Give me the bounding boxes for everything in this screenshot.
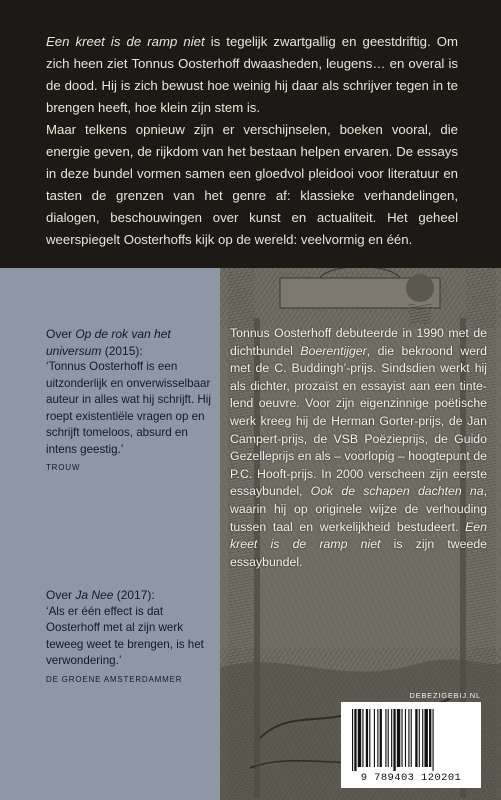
blurb-paragraph-1: Een kreet is de ramp niet is tegelijk zwartgallig en geestdriftig. Om zich heen ziet Tonnus Oosterhoff dwaasheden, leugens… en overal is de dood. Hij is zich bewust hoe weinig hij daar als schrijver tegen in te brengen heeft, hoe klein zijn stem is. (46, 34, 458, 115)
isbn-barcode (341, 702, 481, 788)
review-source: DE GROENE AMSTERDAMMER (46, 674, 183, 684)
barcode-bar (397, 709, 400, 767)
barcode-bar (385, 709, 386, 767)
author-bio: Tonnus Oosterhoff debuteerde in 1990 met de dichtbundel Boerentijger, die bekroond werd met de C. Buddingh’-prijs. Sindsdien werkt hij als dichter, prozaïst en essayist aan een tintelend oeuvre. Voor zijn eigenzinnige poëtische werk kreeg hij de Herman Gorter-prijs, de Jan Campert-prijs, de VSB Poëzieprijs, de Guido Gezelleprijs en als – voorlopig – hoogtepunt de P.C. Hooft-prijs. In 2000 verscheen zijn eerste essaybundel, Ook de schapen dachten na, waarin hij op originele wijze de verhouding tussen taal en werkelijkheid bestudeert. Een kreet is de ramp niet is zijn tweede essaybundel. (230, 326, 487, 569)
barcode-bars (352, 709, 470, 771)
barcode-bar (380, 709, 382, 767)
blurb-section (0, 0, 501, 268)
barcode-bar (388, 709, 389, 767)
engraving-panel (220, 268, 501, 800)
blurb-paragraph-2: Maar telkens opnieuw zijn er verschijnselen, boeken vooral, die energie geven, de rijkdom van het bestaan helpen ervaren. De essays in deze bundel vormen samen een gloedvol pleidooi voor literatuur en tasten de grenzen van het genre af: klassieke verhandelingen, dialogen, beschouwingen over kunst en actualiteit. Het geheel weerspiegelt Oosterhoffs kijk op de wereld: veelvormig en één. (46, 122, 458, 247)
barcode-bar (352, 709, 353, 771)
barcode-bar (369, 709, 370, 767)
barcode-bar (422, 709, 423, 767)
barcode-bar (366, 709, 368, 767)
publisher-website: DEBEZIGEBIJ.NL (409, 691, 481, 700)
reviews-panel (0, 268, 220, 800)
review-quote: ‘Als er één effect is dat Oosterhoff met al zijn werk teweeg weet te brengen, is het verwondering.’ (46, 604, 204, 667)
review-heading: Over Ja Nee (2017): (46, 588, 155, 602)
book-title-italic: Een kreet is de ramp niet (46, 34, 205, 49)
barcode-bar (377, 709, 378, 767)
barcode-bar (405, 709, 406, 767)
barcode-bar (429, 709, 431, 767)
barcode-bar (419, 709, 420, 767)
review-source: TROUW (46, 463, 81, 472)
barcode-bar (393, 709, 395, 771)
isbn-number: 9 789403 120201 (360, 772, 462, 784)
barcode-bar (401, 709, 402, 767)
barcode-bar (374, 709, 375, 767)
barcode-bar (424, 709, 427, 767)
barcode-bar (358, 709, 361, 767)
barcode-bar (354, 709, 356, 771)
barcode-bar (411, 709, 412, 767)
barcode-bar (362, 709, 363, 767)
barcode-bar (433, 709, 434, 771)
barcode-bar (415, 709, 417, 767)
review-2 (46, 587, 212, 684)
review-quote: ‘Tonnus Oosterhoff is een uitzonderlijk en onverwisselbaar auteur in alles wat hij schrijft. Hij roept existentiële vragen op en schrijft tomeloos, absurd en intens geestig.’ (46, 360, 211, 456)
barcode-bar (408, 709, 409, 767)
review-heading: Over Op de rok van het universum (2015): (46, 327, 171, 358)
review-1 (46, 326, 212, 472)
barcode-bar (391, 709, 392, 767)
